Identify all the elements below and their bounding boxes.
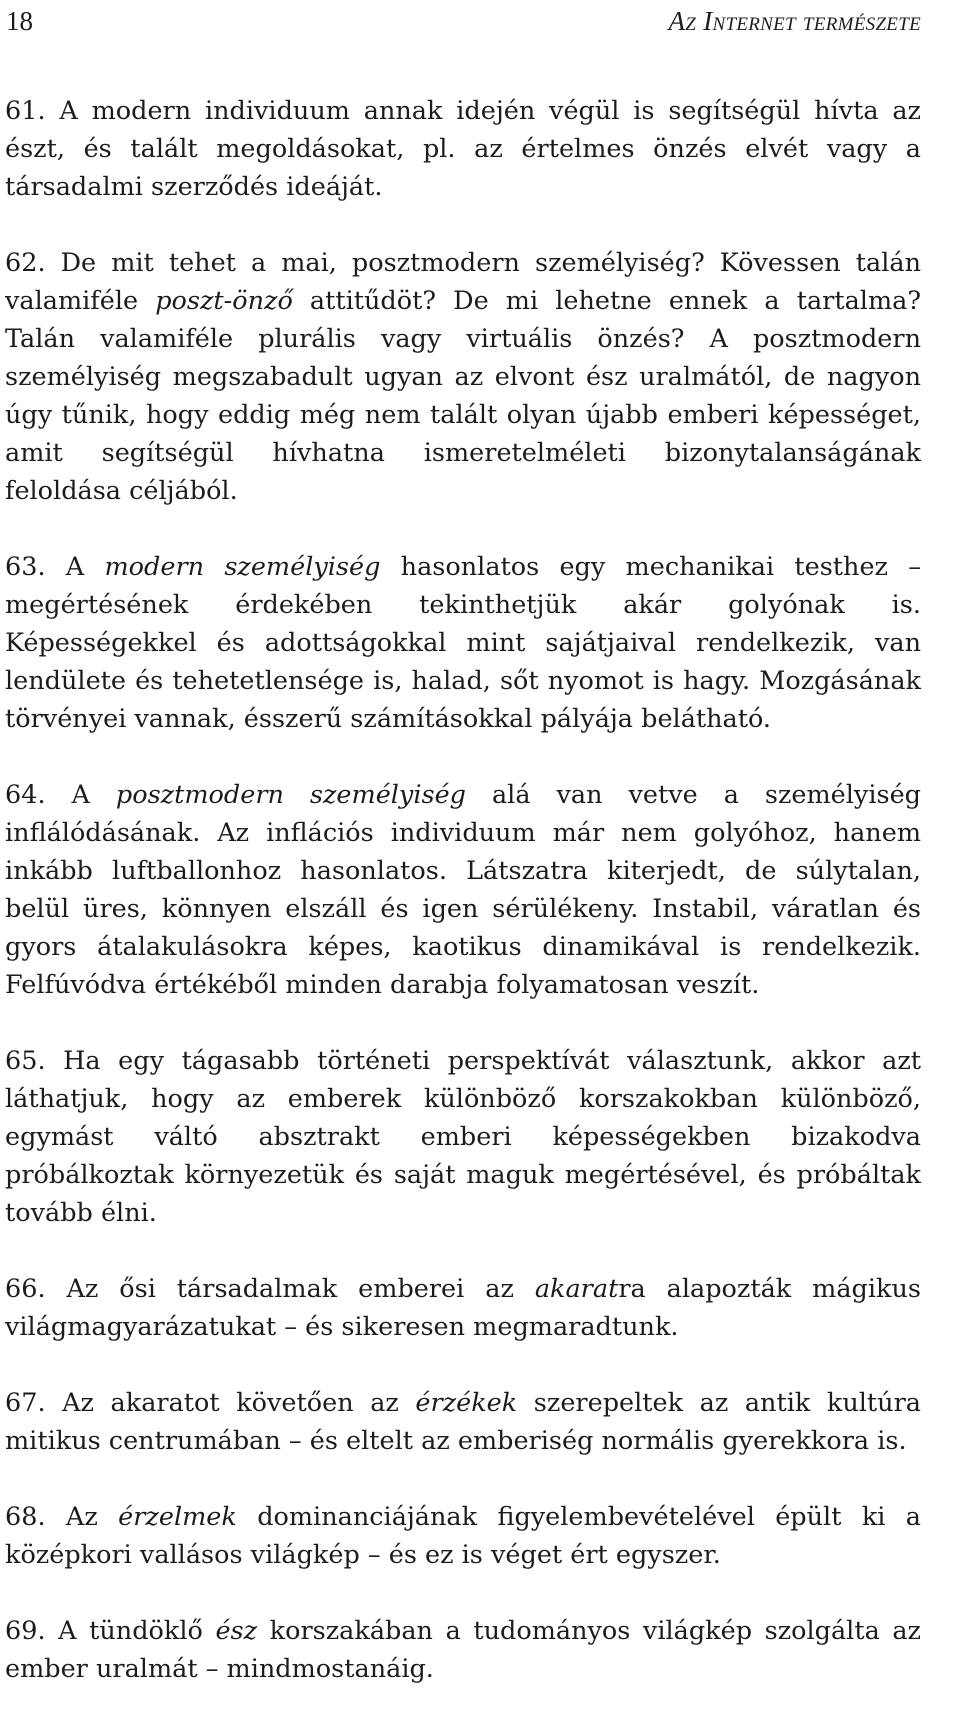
text-segment: 63. A bbox=[5, 552, 105, 582]
text-segment: dominanciájának figyelembevételével épült ki a középkori vallásos világkép – és ez is véget ért egyszer. bbox=[5, 1502, 921, 1570]
text-segment: alá van vetve a személyiség inflálódásának. Az inflációs individuum már nem golyóhoz, hanem inkább luftballonhoz hasonlatos. Látszatra kiterjedt, de súlytalan, belül üres, könnyen elszáll és igen sérülékeny. Instabil, váratlan és gyors átalakulásokra képes, kaotikus dinamikával is rendelkezik. Felfúvódva értékéből minden darabja folyamatosan veszít. bbox=[5, 780, 921, 1000]
paragraph-68 bbox=[5, 1498, 921, 1574]
paragraph-63 bbox=[5, 548, 921, 738]
text-segment: 61. A modern individuum annak idején végül is segítségül hívta az észt, és talált megoldásokat, pl. az értelmes önzés elvét vagy a társadalmi szerződés ideáját. bbox=[5, 96, 921, 202]
emphasized-term: posztmodern személyiség bbox=[115, 780, 466, 810]
page-header bbox=[6, 6, 921, 42]
text-segment: 67. Az akaratot követően az bbox=[5, 1388, 416, 1418]
body-text bbox=[5, 92, 921, 1726]
text-segment: szerepeltek az antik kultúra mitikus centrumában – és eltelt az emberiség normális gyerekkora is. bbox=[5, 1388, 921, 1456]
paragraph-65 bbox=[5, 1042, 921, 1232]
text-segment: korszakában a tudományos világkép szolgálta az ember uralmát – mindmostanáig. bbox=[5, 1616, 921, 1684]
page-number: 18 bbox=[6, 6, 33, 36]
running-title: Az Internet természete bbox=[668, 6, 921, 36]
text-segment: ra alapozták mágikus világmagyarázatukat – és sikeresen megmaradtunk. bbox=[5, 1274, 921, 1342]
text-segment: attitűdöt? De mi lehetne ennek a tartalma? Talán valamiféle plurális vagy virtuális önzés? A posztmodern személyiség megszabadult ugyan az elvont ész uralmától, de nagyon úgy tűnik, hogy eddig még nem talált olyan újabb emberi képességet, amit segítségül hívhatna ismeretelméleti bizonytalanságának feloldása céljából. bbox=[5, 286, 922, 506]
text-segment: 62. De mit tehet a mai, posztmodern személyiség? Kövessen talán valamiféle bbox=[5, 248, 921, 316]
paragraph-61 bbox=[5, 92, 921, 206]
emphasized-term: poszt-önző bbox=[155, 286, 293, 316]
text-segment: 64. A bbox=[5, 780, 116, 810]
text-segment: 69. A tündöklő bbox=[5, 1616, 216, 1646]
paragraph-66 bbox=[5, 1270, 921, 1346]
emphasized-term: érzelmek bbox=[118, 1502, 237, 1532]
emphasized-term: akarat bbox=[534, 1274, 619, 1304]
emphasized-term: érzékek bbox=[415, 1388, 518, 1418]
text-segment: hasonlatos egy mechanikai testhez – megértésének érdekében tekinthetjük akár golyónak is. Képességekkel és adottságokkal mint sajátjaival rendelkezik, van lendülete és tehetetlensége is, halad, sőt nyomot is hagy. Mozgásának törvényei vannak, ésszerű számításokkal pályája belátható. bbox=[5, 552, 922, 734]
paragraph-69 bbox=[5, 1612, 921, 1688]
text-segment: 65. Ha egy tágasabb történeti perspektívát választunk, akkor azt láthatjuk, hogy az emberek különböző korszakokban különböző, egymást váltó absztrakt emberi képességekben bizakodva próbálkoztak környezetük és saját maguk megértésével, és próbáltak tovább élni. bbox=[5, 1046, 921, 1228]
emphasized-term: modern személyiség bbox=[104, 552, 381, 582]
text-segment: 66. Az ősi társadalmak emberei az bbox=[5, 1274, 535, 1304]
text-segment: 68. Az bbox=[5, 1502, 119, 1532]
emphasized-term: ész bbox=[215, 1616, 258, 1646]
paragraph-62 bbox=[5, 244, 921, 510]
paragraph-64 bbox=[5, 776, 921, 1004]
paragraph-67 bbox=[5, 1384, 921, 1460]
